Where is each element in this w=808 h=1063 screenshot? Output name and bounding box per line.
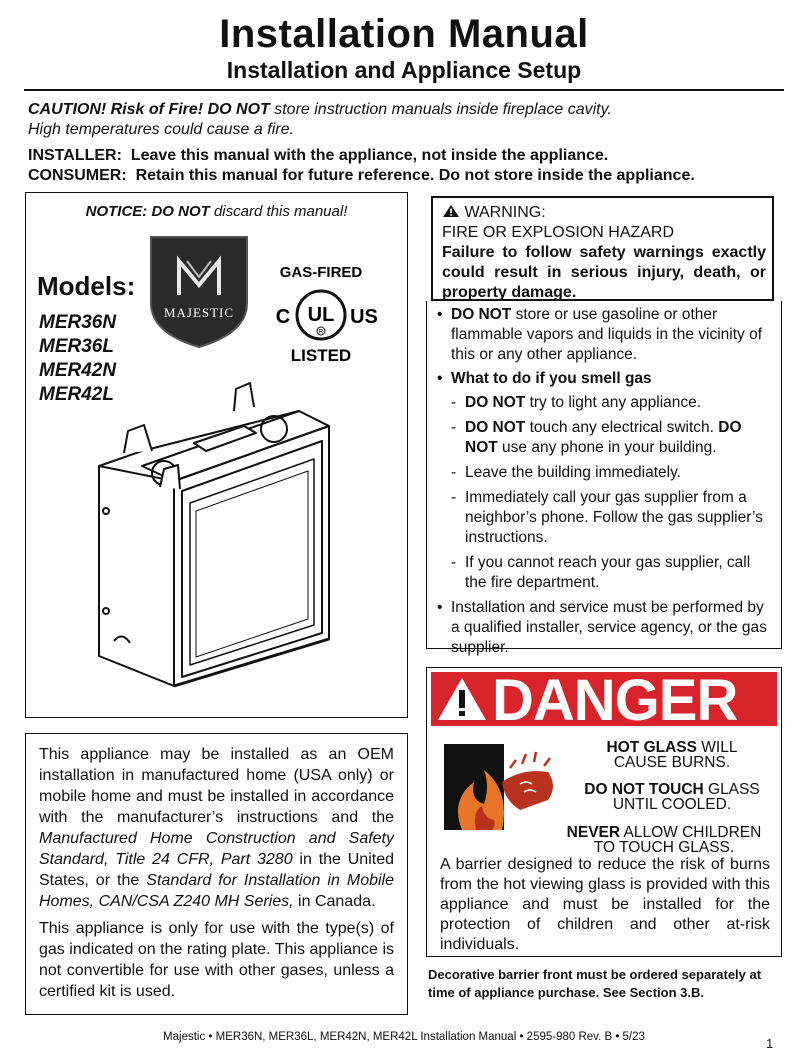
notice-rest: discard this manual! — [209, 203, 348, 220]
notice-bold: NOTICE: DO NOT — [85, 203, 210, 220]
model-item: MER36L — [39, 336, 114, 357]
oem-paragraph-1 — [39, 744, 394, 912]
caution-rest: store instruction manuals inside fireplace cavity. — [269, 101, 612, 118]
ul-listed-mark — [261, 259, 381, 369]
model-item: MER42N — [39, 360, 117, 381]
registered-mark: R — [318, 329, 324, 336]
ul-text: UL — [307, 304, 335, 326]
danger-exclamation-icon — [436, 676, 488, 722]
barrier-notice: A barrier designed to reduce the risk of burns from the hot viewing glass is provided with this appliance and must be installed for the protection of children and other at-risk individuals. — [440, 856, 770, 953]
hazard-children: NEVER ALLOW CHILDREN TO TOUCH GLASS. — [566, 824, 762, 856]
list-subitem: - Leave the building immediately. — [451, 464, 681, 481]
list-subitem: - If you cannot reach your gas supplier, call the fire department. — [451, 554, 751, 591]
page-title: Installation Manual — [219, 12, 589, 56]
warning-title: WARNING: — [464, 204, 546, 221]
danger-label: DANGER — [492, 668, 738, 733]
warning-body: Failure to follow safety warnings exactly could result in serious injury, death, or property damage. — [442, 244, 766, 301]
decorative-barrier-note: Decorative barrier front must be ordered separately at time of appliance purchase. See Section 3.B. — [428, 967, 762, 1000]
danger-header — [431, 668, 777, 733]
page-footer: Majestic • MER36N, MER36L, MER42N, MER42L Installation Manual • 2595-980 Rev. B • 5/23 — [163, 1031, 645, 1043]
list-subitem: - DO NOT try to light any appliance. — [451, 394, 702, 411]
consumer-text: Retain this manual for future reference. Do not store inside the appliance. — [135, 167, 695, 184]
danger-box — [426, 667, 782, 957]
oem-text: in the United States, or the — [39, 851, 394, 889]
models-heading: Models: — [37, 271, 136, 301]
logo-brand-text: MAJESTIC — [163, 305, 235, 320]
list-item: • DO NOT store or use gasoline or other flammable vapors and liquids in the vicinity of this or any other appliance. — [437, 306, 763, 363]
list-subitem: - Immediately call your gas supplier from a neighbor’s phone. Follow the gas supplier’s instructions. — [451, 489, 763, 546]
list-subitem: - DO NOT touch any electrical switch. DO NOT use any phone in your building. — [451, 419, 742, 456]
logo-shield — [151, 237, 247, 347]
hazard-hot-glass: HOT GLASS WILL CAUSE BURNS. — [606, 739, 738, 771]
installer-label: INSTALLER: — [28, 147, 122, 164]
installer-text: Leave this manual with the appliance, not inside the appliance. — [130, 147, 609, 164]
notice-line — [26, 203, 407, 220]
oem-installation-box — [25, 733, 408, 1015]
oem-text: in Canada. — [293, 893, 376, 910]
listed-text: LISTED — [290, 346, 352, 365]
model-item: MER42L — [39, 384, 114, 405]
warning-triangle-icon — [442, 204, 460, 218]
oem-standard-us: Manufactured Home Construction and Safety Standard, Title 24 CFR, Part 3280 — [39, 830, 394, 868]
list-item: • What to do if you smell gas — [437, 370, 652, 387]
gas-fired-text: GAS-FIRED — [279, 264, 363, 281]
warning-hazard: FIRE OR EXPLOSION HAZARD — [442, 224, 675, 241]
warning-box — [431, 196, 774, 301]
hot-glass-burn-icon — [440, 740, 560, 835]
page-subtitle: Installation and Appliance Setup — [226, 57, 582, 83]
model-item: MER36N — [39, 312, 117, 333]
caution-bold: CAUTION! Risk of Fire! DO NOT — [28, 101, 270, 118]
title-divider — [24, 89, 784, 91]
consumer-label: CONSUMER: — [28, 167, 127, 184]
hazard-do-not-touch: DO NOT TOUCH GLASS UNTIL COOLED. — [584, 781, 760, 813]
caution-line2: High temperatures could cause a fire. — [28, 121, 294, 138]
list-item: • Installation and service must be performed by a qualified installer, service agency, or the gas supplier. — [437, 599, 767, 656]
oem-paragraph-2: This appliance is only for use with the type(s) of gas indicated on the rating plate. This appliance is not convertible for use with other gases, unless a certified kit is used. — [39, 920, 394, 1000]
page-number: 1 — [766, 1036, 774, 1051]
oem-standard-canada: Standard for Installation in Mobile Homes, CAN/CSA Z240 MH Series, — [39, 872, 395, 910]
majestic-logo — [147, 233, 251, 351]
fireplace-illustration — [94, 381, 344, 711]
caution-notice — [28, 100, 788, 140]
warning-instructions — [426, 301, 782, 656]
installer-consumer-instructions — [28, 146, 798, 186]
us-text: US — [350, 306, 378, 328]
c-text: C — [275, 306, 291, 328]
models-box — [25, 192, 408, 718]
oem-text: This appliance may be installed as an OEM installation in manufactured home (USA only) or mobile home and must be installed in accordance with the manufacturer’s instructions and the — [39, 746, 394, 826]
